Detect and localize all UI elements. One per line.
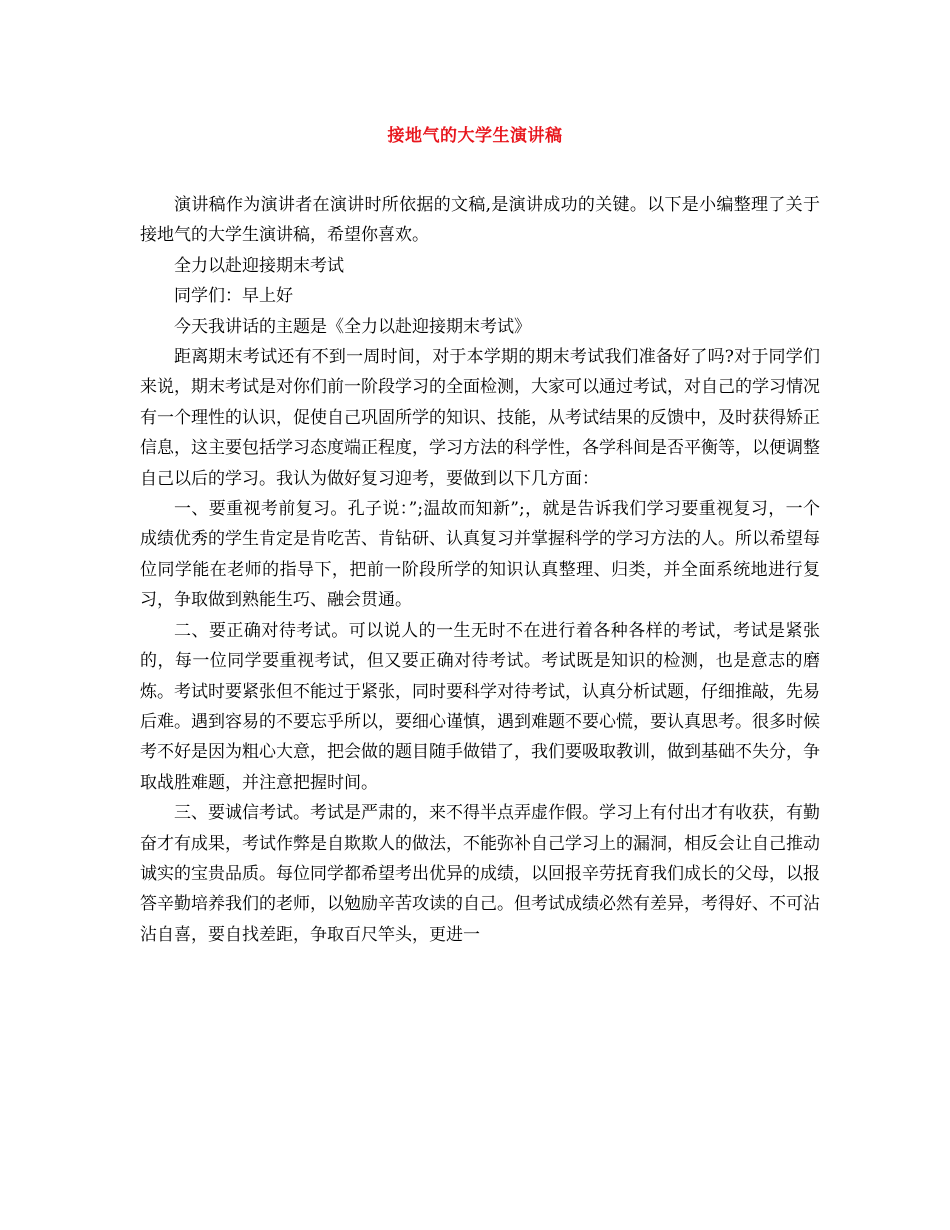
document-body xyxy=(140,190,820,950)
paragraph-point-two: 二、要正确对待考试。可以说人的一生无时不在进行着各种各样的考试，考试是紧张的，每一位同学要重视考试，但又要正确对待考试。考试既是知识的检测，也是意志的磨炼。考试时要紧张但不能过于紧张，同时要科学对待考试，认真分析试题，仔细推敲，先易后难。遇到容易的不要忘乎所以，要细心谨慎，遇到难题不要心慌，要认真思考。很多时候考不好是因为粗心大意，把会做的题目随手做错了，我们要吸取教训，做到基础不失分，争取战胜难题，并注意把握时间。 xyxy=(140,620,820,793)
paragraph-point-three: 三、要诚信考试。考试是严肃的，来不得半点弄虚作假。学习上有付出才有收获，有勤奋才有成果，考试作弊是自欺欺人的做法，不能弥补自己学习上的漏洞，相反会让自己推动诚实的宝贵品质。每位同学都希望考出优异的成绩，以回报辛劳抚育我们成长的父母，以报答辛勤培养我们的老师，以勉励辛苦攻读的自己。但考试成绩必然有差异，考得好、不可沾沾自喜，要自找差距，争取百尺竿头，更进一 xyxy=(140,803,820,945)
document-title: 接地气的大学生演讲稿 xyxy=(387,126,563,146)
paragraph-greeting: 同学们：早上好 xyxy=(174,286,293,307)
paragraph-opening: 距离期末考试还有不到一周时间，对于本学期的期末考试我们准备好了吗?对于同学们来说，期末考试是对你们前一阶段学习的全面检测，大家可以通过考试，对自己的学习情况有一个理性的认识，促使自己巩固所学的知识、技能，从考试结果的反馈中，及时获得矫正信息，这主要包括学习态度端正程度，学习方法的科学性，各学科间是否平衡等，以便调整自己以后的学习。我认为做好复习迎考，要做到以下几方面： xyxy=(140,347,820,489)
paragraph-point-one: 一、要重视考前复习。孔子说：”;温故而知新”;，就是告诉我们学习要重视复习，一个成绩优秀的学生肯定是肯吃苦、肯钻研、认真复习并掌握科学的学习方法的人。所以希望每位同学能在老师的指导下，把前一阶段所学的知识认真整理、归类，并全面系统地进行复习，争取做到熟能生巧、融会贯通。 xyxy=(140,499,820,611)
paragraph-intro: 演讲稿作为演讲者在演讲时所依据的文稿,是演讲成功的关键。以下是小编整理了关于接地气的大学生演讲稿，希望你喜欢。 xyxy=(140,195,820,246)
paragraph-speech-title: 全力以赴迎接期末考试 xyxy=(174,255,344,276)
paragraph-topic: 今天我讲话的主题是《全力以赴迎接期末考试》 xyxy=(174,316,531,337)
